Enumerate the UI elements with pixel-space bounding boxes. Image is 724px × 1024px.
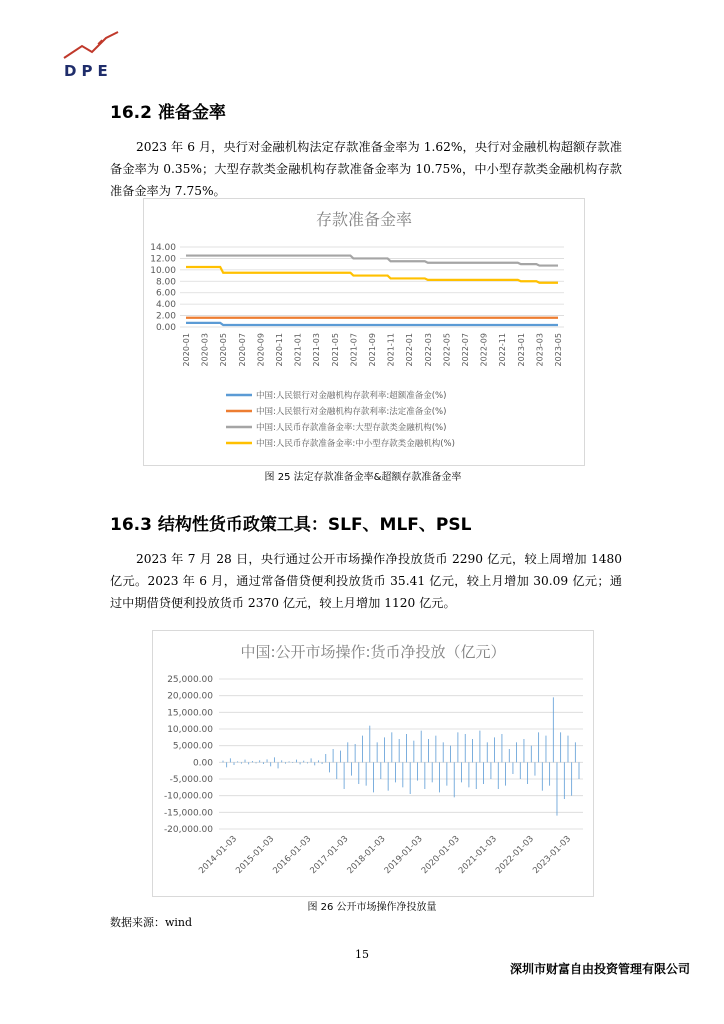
legend-label: 中国:人民币存款准备金率:中小型存款类金融机构(%): [256, 439, 455, 449]
section-heading-reserve-ratio: 16.2 准备金率: [110, 103, 226, 123]
x-tick-label: 2021-11: [386, 333, 396, 367]
y-tick-label: 25,000.00: [167, 675, 213, 685]
y-tick-label: 5,000.00: [172, 741, 213, 752]
section-heading-structural-tools: 16.3 结构性货币政策工具：SLF、MLF、PSL: [110, 515, 472, 535]
x-tick-label: 2022-01-03: [494, 834, 537, 877]
y-tick-label: 2.00: [155, 311, 176, 322]
figure-caption-26: 图 26 公开市场操作净投放量: [307, 902, 437, 913]
y-tick-label: 20,000.00: [167, 691, 213, 702]
x-tick-label: 2020-11: [275, 333, 284, 367]
company-logo-text: DPE: [64, 62, 113, 80]
series-line: [186, 323, 558, 325]
x-tick-label: 2020-05: [219, 333, 229, 367]
open-market-chart: [152, 630, 594, 897]
chart-title: 存款准备金率: [315, 210, 413, 229]
y-tick-label: 0.00: [192, 758, 213, 769]
y-tick-label: 10,000.00: [167, 725, 213, 735]
x-tick-label: 2022-05: [442, 333, 452, 367]
section-paragraph-structural-tools: 2023 年 7 月 28 日，央行通过公开市场操作净投放货币 2290 亿元，较上周增加 1480 亿元。2023 年 6 月，通过常备借贷便利投放货币 35.41 亿元，较上月增加 30.09 亿元；通过中期借贷便利投放货币 2370 亿元，较上月增加 1120 亿元。: [110, 552, 622, 610]
y-tick-label: 4.00: [155, 300, 176, 311]
x-tick-label: 2014-01-03: [197, 834, 240, 877]
x-tick-label: 2020-01: [182, 333, 191, 367]
x-tick-label: 2017-01-03: [308, 834, 351, 877]
x-tick-label: 2021-07: [349, 333, 359, 367]
y-tick-label: -20,000.00: [163, 825, 213, 835]
series-line: [186, 267, 558, 283]
y-tick-label: 10.00: [150, 265, 176, 276]
x-tick-label: 2022-07: [461, 333, 470, 367]
x-tick-label: 2019-01-03: [382, 834, 425, 877]
footer-company-name: 深圳市财富自由投资管理有限公司: [509, 962, 690, 976]
x-tick-label: 2021-01: [293, 333, 303, 367]
y-tick-label: 6.00: [155, 288, 176, 299]
y-tick-label: 14.00: [150, 243, 176, 253]
legend-label: 中国:人民币存款准备金率:大型存款类金融机构(%): [256, 423, 447, 433]
x-tick-label: 2021-01-03: [456, 834, 499, 877]
x-tick-label: 2023-05: [554, 333, 563, 367]
figure-caption-25: 图 25 法定存款准备金率&超额存款准备金率: [264, 472, 462, 483]
x-tick-label: 2020-01-03: [419, 834, 462, 877]
x-tick-label: 2023-03: [535, 333, 545, 367]
x-tick-label: 2022-01: [405, 333, 415, 367]
x-tick-label: 2021-05: [330, 333, 340, 367]
data-source-note: 数据来源：wind: [110, 916, 193, 929]
x-tick-label: 2018-01-03: [345, 834, 388, 877]
y-tick-label: -10,000.00: [163, 791, 213, 802]
section-paragraph-reserve-ratio: 2023 年 6 月，央行对金融机构法定存款准备金率为 1.62%，央行对金融机构超额存款准备金率为 0.35%；大型存款类金融机构存款准备金率为 10.75%，中小型存款类金融机构存款准备金率为 7.75%。: [110, 140, 622, 198]
legend-label: 中国:人民银行对金融机构存款利率:法定准备金(%): [256, 407, 447, 417]
x-tick-label: 2016-01-03: [271, 834, 314, 877]
open-market-chart-svg: [153, 631, 593, 896]
x-tick-label: 2021-03: [312, 333, 322, 367]
x-tick-label: 2020-07: [237, 333, 247, 367]
page-number: 15: [355, 948, 369, 961]
x-tick-label: 2021-09: [368, 333, 377, 367]
y-tick-label: 0.00: [155, 323, 176, 333]
x-tick-label: 2020-03: [200, 333, 210, 367]
reserve-ratio-chart-svg: [144, 199, 584, 465]
x-tick-label: 2022-09: [479, 333, 489, 367]
x-tick-label: 2015-01-03: [234, 834, 277, 877]
y-tick-label: 12.00: [150, 254, 176, 265]
x-tick-label: 2023-01: [516, 333, 526, 367]
reserve-ratio-chart: [143, 198, 585, 466]
x-tick-label: 2020-09: [256, 333, 266, 367]
y-tick-label: 8.00: [155, 277, 176, 288]
y-tick-label: -5,000.00: [169, 775, 213, 785]
x-tick-label: 2022-03: [423, 333, 433, 367]
legend-label: 中国:人民银行对金融机构存款利率:超额准备金(%): [256, 391, 447, 401]
x-tick-label: 2023-01-03: [531, 834, 574, 877]
chart-title: 中国:公开市场操作:货币净投放（亿元）: [240, 643, 506, 661]
x-tick-label: 2022-11: [498, 333, 508, 367]
series-line: [186, 256, 558, 266]
y-tick-label: 15,000.00: [167, 708, 213, 719]
y-tick-label: -15,000.00: [163, 808, 213, 819]
